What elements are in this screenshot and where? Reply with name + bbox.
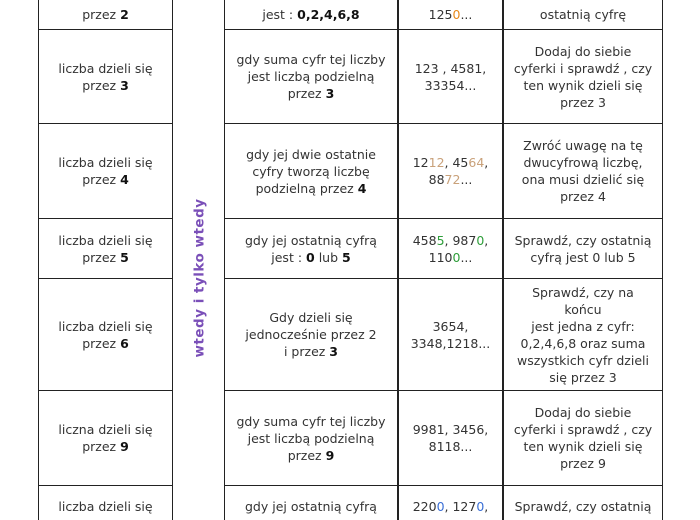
highlight-digits: 64 — [468, 155, 485, 170]
example-text: 9981, 3456, — [412, 422, 489, 437]
condition-text: i przez — [283, 344, 330, 359]
condition-digit: 0 — [306, 249, 315, 265]
example-text: 33354... — [424, 77, 477, 93]
tip-text: ten wynik dzieli się — [523, 439, 643, 454]
condition-text: Gdy dzieli się — [269, 310, 353, 325]
rule-text: przez — [82, 77, 121, 93]
rule-text: przez — [82, 249, 121, 265]
condition-text: jest : — [262, 6, 298, 22]
condition-text: przez — [287, 447, 326, 463]
rule-text: liczba dzieli się — [58, 318, 153, 334]
condition-text: podzielną przez — [255, 180, 358, 196]
tip-cell-6 — [503, 278, 663, 391]
divisor: 2 — [120, 6, 129, 22]
divisor: 3 — [329, 344, 338, 359]
rule-cell-10 — [38, 485, 173, 520]
tip-text: przez 4 — [560, 189, 606, 204]
rule-text: przez — [82, 439, 121, 454]
tip-text: jest jedna z cyfr: — [531, 318, 635, 334]
condition-text: gdy suma cyfr tej liczby — [236, 413, 386, 429]
example-cell-6 — [398, 278, 503, 391]
tip-text: Sprawdź, czy na końcu — [532, 284, 634, 317]
rule-text: liczba dzieli się — [58, 155, 153, 170]
rule-text: liczba dzieli się — [58, 60, 153, 76]
divisor: 9 — [120, 439, 129, 454]
example-cell-10 — [398, 485, 503, 520]
rule-cell-6 — [38, 278, 173, 391]
rule-cell-9 — [38, 390, 173, 486]
tip-text: ostatnią cyfrę — [539, 6, 627, 22]
example-text: 458 — [412, 232, 437, 248]
condition-text: jest : — [271, 249, 307, 265]
highlight-digit: 0 — [436, 499, 445, 514]
rule-cell-2 — [38, 0, 173, 30]
tip-cell-2 — [503, 0, 663, 30]
tip-text: przez 3 — [560, 94, 606, 110]
tip-text: ona musi dzielić się — [521, 172, 645, 187]
example-cell-4 — [398, 123, 503, 219]
condition-text: gdy jej ostatnią cyfrą — [245, 232, 377, 248]
condition-cell-9 — [224, 390, 398, 486]
tip-text: Zwróć uwagę na tę — [523, 138, 643, 153]
tip-text: cyfrą jest 0 lub 5 — [530, 249, 636, 265]
example-text: 3654, — [432, 318, 469, 334]
condition-cell-10 — [224, 485, 398, 520]
highlight-digit: 0 — [452, 6, 461, 22]
example-text: ... — [460, 172, 473, 187]
tip-text: wszystkich cyfr dzieli — [517, 352, 649, 368]
condition-cell-3 — [224, 29, 398, 124]
divisor: 5 — [120, 249, 129, 265]
example-text: ... — [460, 6, 473, 22]
example-text: 123 , 4581, — [414, 60, 487, 76]
tip-text: się przez 3 — [549, 369, 617, 385]
example-text: , 127 — [444, 499, 477, 514]
divisor: 6 — [120, 335, 129, 351]
example-cell-2 — [398, 0, 503, 30]
rule-text: liczna dzieli się — [58, 422, 153, 437]
example-text: , — [484, 232, 489, 248]
condition-text: gdy jej dwie ostatnie — [246, 146, 376, 162]
vertical-label — [178, 195, 222, 360]
highlight-digit: 0 — [452, 249, 461, 265]
tip-cell-10 — [503, 485, 663, 520]
example-text: , — [484, 155, 489, 170]
divisor: 3 — [325, 86, 335, 101]
tip-text: Sprawdź, czy ostatnią — [514, 232, 652, 248]
highlight-digits: 72 — [444, 172, 461, 187]
example-text: 220 — [412, 499, 437, 514]
example-text: 88 — [428, 172, 445, 187]
highlight-digit: 5 — [436, 232, 445, 248]
condition-cell-4 — [224, 123, 398, 219]
condition-text: cyfry tworzą liczbę — [252, 163, 370, 179]
rule-cell-4 — [38, 123, 173, 219]
tip-cell-3 — [503, 29, 663, 124]
example-text: 3348,1218... — [410, 335, 491, 351]
example-text: ... — [460, 249, 473, 265]
condition-cell-6 — [224, 278, 398, 391]
condition-cell-2 — [224, 0, 398, 30]
tip-text: 0,2,4,6,8 oraz suma — [520, 335, 646, 351]
condition-text: lub — [314, 249, 342, 265]
highlight-digit: 0 — [476, 499, 485, 514]
example-text: 125 — [428, 6, 453, 22]
divisor: 3 — [120, 77, 129, 93]
tip-text: dwucyfrową liczbę, — [523, 155, 643, 170]
tip-text: Dodaj do siebie — [534, 43, 632, 59]
tip-text: ten wynik dzieli się — [523, 77, 643, 93]
tip-cell-4 — [503, 123, 663, 219]
condition-text: gdy jej ostatnią cyfrą — [245, 499, 377, 514]
rule-text: przez — [82, 335, 121, 351]
condition-digits: 0,2,4,6,8 — [297, 6, 360, 22]
divisor: 4 — [120, 172, 129, 187]
example-text: 12 — [412, 155, 429, 170]
tip-text: Sprawdź, czy ostatnią — [514, 499, 652, 514]
condition-cell-5 — [224, 218, 398, 279]
tip-text: Dodaj do siebie — [534, 405, 632, 420]
divisor: 5 — [342, 249, 351, 265]
highlight-digits: 12 — [428, 155, 445, 170]
example-text: 110 — [428, 249, 453, 265]
divisor: 4 — [357, 180, 367, 196]
condition-text: jednocześnie przez 2 — [245, 327, 377, 342]
divisor: 9 — [325, 447, 335, 463]
example-cell-5 — [398, 218, 503, 279]
vertical-label-text: wtedy i tylko wtedy — [192, 197, 208, 358]
example-cell-3 — [398, 29, 503, 124]
example-text: 8118... — [428, 439, 473, 454]
condition-text: przez — [287, 86, 326, 101]
tip-text: cyferki i sprawdź , czy — [513, 422, 653, 437]
rule-text: przez — [82, 172, 121, 187]
example-cell-9 — [398, 390, 503, 486]
example-text: , 987 — [444, 232, 477, 248]
condition-text: jest liczbą podzielną — [247, 430, 375, 446]
highlight-digit: 0 — [476, 232, 485, 248]
example-text: , — [484, 499, 489, 514]
rule-text: liczba dzieli się — [58, 232, 153, 248]
tip-text: cyferki i sprawdź , czy — [513, 60, 653, 76]
tip-cell-9 — [503, 390, 663, 486]
example-text: , 45 — [444, 155, 469, 170]
tip-cell-5 — [503, 218, 663, 279]
rule-text: przez — [82, 6, 121, 22]
tip-text: przez 9 — [560, 456, 606, 471]
condition-text: jest liczbą podzielną — [247, 69, 375, 84]
rule-cell-3 — [38, 29, 173, 124]
rule-cell-5 — [38, 218, 173, 279]
rule-text: liczba dzieli się — [58, 499, 153, 514]
condition-text: gdy suma cyfr tej liczby — [236, 52, 386, 67]
